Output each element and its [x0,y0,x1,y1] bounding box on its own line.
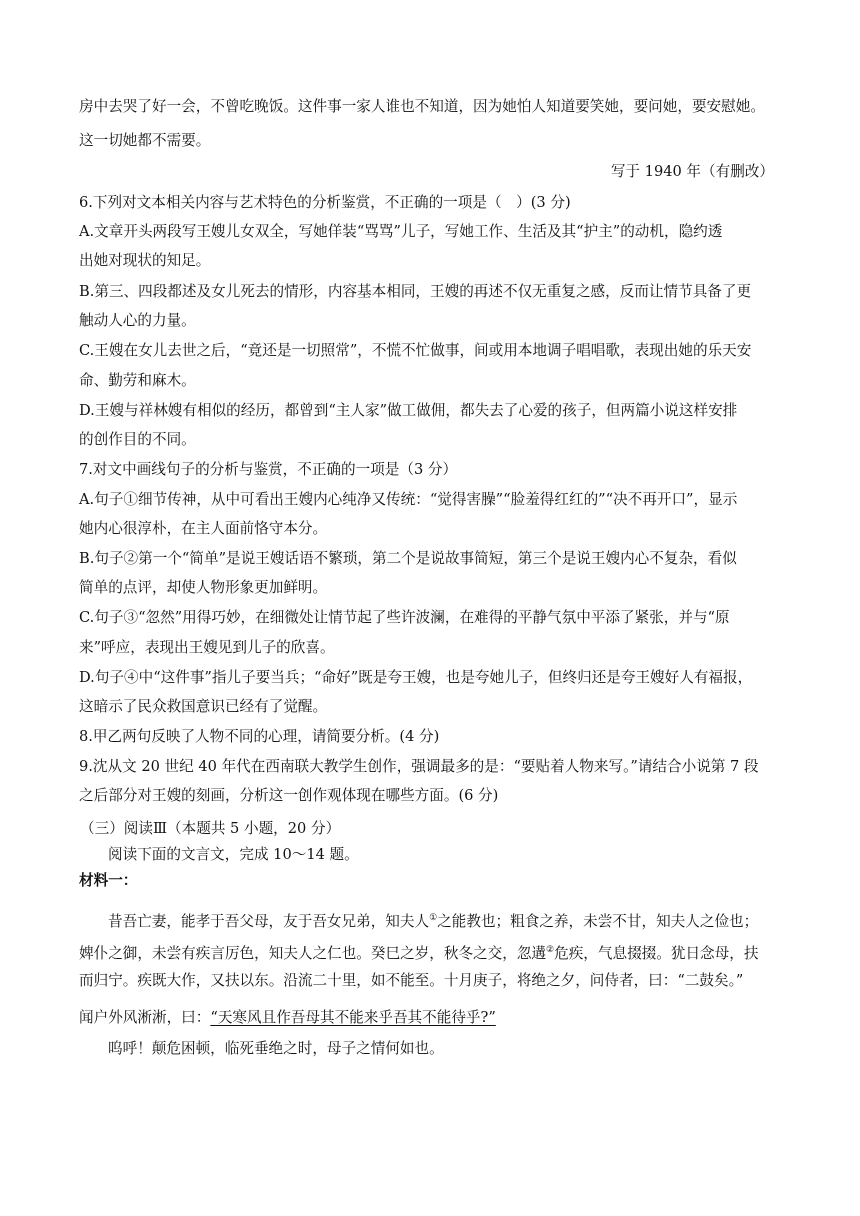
question-6-option-a-line-2: 出她对现状的知足。 [79,252,211,269]
material-1-label: 材料一： [79,872,138,889]
question-9-line-1: 9.沈从文 20 世纪 40 年代在西南联大教学生创作，强调最多的是：“要贴着人物来写。”请结合小说第 7 段 [79,758,759,775]
passage-line-2: 这一切她都不需要。 [79,132,211,149]
question-7-option-d-line-2: 这暗示了民众救国意识已经有了觉醒。 [79,698,328,715]
question-6-option-a-line-1: A.文章开头两段写王嫂儿女双全，写她佯装“骂骂”儿子，写她工作、生活及其“护主”的动机，隐约透 [79,223,723,240]
question-7-stem: 7.对文中画线句子的分析与鉴赏，不正确的一项是（3 分） [79,461,458,478]
question-7-option-a-line-2: 她内心很淳朴，在主人面前恪守本分。 [79,520,328,537]
section-3-instruction: 阅读下面的文言文，完成 10～14 题。 [108,846,359,863]
passage-line-1: 房中去哭了好一会，不曾吃晚饭。这件事一家人谁也不知道，因为她怕人知道要笑她，要问她，要安慰她。 [79,98,765,115]
question-8: 8.甲乙两句反映了人物不同的心理，请简要分析。(4 分) [79,728,440,745]
underlined-quote: “天寒风且作吾母其不能来乎吾其不能待乎?” [210,1009,496,1026]
question-6-option-c-line-1: C.王嫂在女儿去世之后，“竟还是一切照常”，不慌不忙做事，间或用本地调子唱唱歌，表现出她的乐天安 [79,342,752,359]
material-1-line-2-part-a: 婢仆之御，未尝有疾言厉色，知夫人之仁也。癸巳之岁，秋冬之交，忽遘 [79,944,547,962]
question-6-option-b-line-2: 触动人心的力量。 [79,312,196,329]
question-6-option-c-line-2: 命、勤劳和麻木。 [79,372,196,389]
question-7-option-b-line-2: 简单的点评，却使人物形象更加鲜明。 [79,579,328,596]
material-1-line-3: 而归宁。疾既大作，又扶以东。沿流二十里，如不能至。十月庚子，将绝之夕，问侍者，曰：“二鼓矣。” [79,972,744,989]
question-7-option-b-line-1: B.句子②第一个“简单”是说王嫂话语不繁琐，第二个是说故事简短，第三个是说王嫂内心不复杂，看似 [79,550,737,567]
question-6-option-d-line-2: 的创作目的不同。 [79,431,196,448]
question-7-option-a-line-1: A.句子①细节传神，从中可看出王嫂内心纯净又传统：“觉得害臊”“脸羞得红红的”“决不再开口”，显示 [79,491,738,508]
question-6-option-b-line-1: B.第三、四段都述及女儿死去的情形，内容基本相同，王嫂的再述不仅无重复之感，反而让情节具备了更 [79,283,752,300]
footnote-marker-1: ① [429,913,438,923]
material-1-line-4-lead: 闻户外风淅淅，曰： [79,1009,211,1026]
question-9-line-2: 之后部分对王嫂的刻画，分析这一创作观体现在哪些方面。(6 分) [79,787,499,804]
question-7-option-d-line-1: D.句子④中“这件事”指儿子要当兵；“命好”既是夸王嫂，也是夸她儿子，但终归还是夸王嫂好人有福报， [79,669,753,686]
material-1-line-4 [79,1008,496,1028]
material-1-line-1 [108,908,758,932]
footnote-marker-2: ② [546,945,555,955]
question-7-option-c-line-2: 来”呼应，表现出王嫂见到儿子的欣喜。 [79,639,335,656]
section-3-title: （三）阅读Ⅲ（本题共 5 小题，20 分） [80,820,341,837]
material-1-line-1-part-a: 昔吾亡妻，能孝于吾父母，友于吾女兄弟，知夫人 [108,912,430,930]
material-1-paragraph-2: 呜呼！颠危困顿，临死垂绝之时，母子之情何如也。 [108,1040,444,1057]
material-1-line-1-part-b: 之能教也；粗食之养，未尝不甘，知夫人之俭也； [437,912,759,930]
material-1-line-2-part-b: 危疾，气息掇掇。犹日念母，扶 [554,944,759,962]
material-1-line-2 [79,940,758,964]
question-6-option-d-line-1: D.王嫂与祥林嫂有相似的经历，都曾到“主人家”做工做佣，都失去了心爱的孩子，但两篇小说这样安排 [79,402,738,419]
question-7-option-c-line-1: C.句子③“忽然”用得巧妙，在细微处让情节起了些许波澜，在难得的平静气氛中平添了紧张，并与“原 [79,609,730,626]
question-6-stem: 6.下列对文本相关内容与艺术特色的分析鉴赏，不正确的一项是（ ）(3 分) [79,194,571,211]
passage-source: 写于 1940 年（有删改） [610,163,774,180]
